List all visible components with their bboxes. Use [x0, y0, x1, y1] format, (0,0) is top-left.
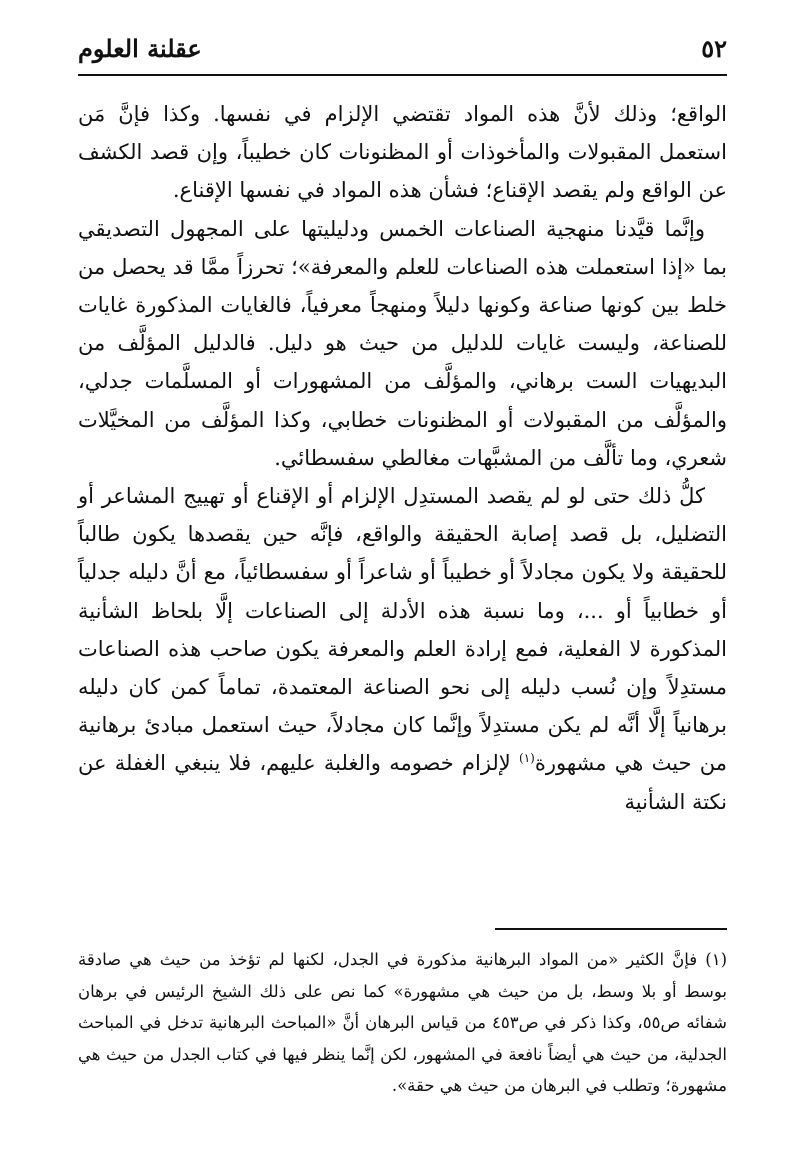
footnote-divider [495, 928, 727, 930]
page-header [78, 28, 727, 76]
footnote-reference: (١) [519, 751, 535, 766]
footnotes-section [78, 944, 727, 1102]
paragraph-2: وإنَّما قيَّدنا منهجية الصناعات الخمس ودليليتها على المجهول التصديقي بما «إذا استعملت هذه الصناعات للعلم والمعرفة»؛ تحرزاً ممَّا قد يحصل من خلط بين كونها صناعة وكونها دليلاً ومنهجاً معرفياً، فالغايات المذكورة غايات للصناعة، وليست غايات للدليل من حيث هو دليل. فالدليل المؤلَّف من البديهيات الست برهاني، والمؤلَّف من المشهورات أو المسلَّمات جدلي، والمؤلَّف من المقبولات أو المظنونات خطابي، وكذا المؤلَّف من المخيَّلات شعري، وما تألَّف من المشبَّهات مغالطي سفسطائي. [78, 216, 727, 470]
page-body [78, 95, 727, 821]
book-title: عقلنة العلوم [78, 33, 202, 63]
paragraph-3-tail: لإلزام خصومه والغلبة عليهم، فلا ينبغي الغفلة عن نكتة الشأنية [78, 751, 727, 814]
paragraph-3-text: كلُّ ذلك حتى لو لم يقصد المستدِل الإلزام أو الإقناع أو تهييج المشاعر أو التضليل، بل قصد إصابة الحقيقة والواقع، فإنَّه حين يقصدها يكون طالباً للحقيقة ولا يكون مجادلاً أو خطيباً أو شاعراً أو سفسطائياً، مع أنَّ دليله جدلياً أو خطابياً أو ...، وما نسبة هذه الأدلة إلى الصناعات إلَّا بلحاظ الشأنية المذكورة لا الفعلية، فمع إرادة العلم والمعرفة يكون صاحب هذه الصناعات مستدِلاً وإن نُسب دليله إلى نحو الصناعة المعتمدة، تماماً كمن كان دليله برهانياً إلَّا أنَّه لم يكن مستدِلاً وإنَّما كان مجادلاً، حيث استعمل مبادئ برهانية من حيث هي مشهورة [78, 484, 727, 776]
page-number: ٥٢ [701, 33, 727, 63]
footnote-1: (١) فإنَّ الكثير «من المواد البرهانية مذكورة في الجدل، لكنها لم تؤخذ من حيث هي صادقة بوسط أو بلا وسط، بل من حيث هي مشهورة» كما نص على ذلك الشيخ الرئيس في برهان شفائه ص٥٥، وكذا ذكر في ص٤٥٣ من قياس البرهان أنَّ «المباحث البرهانية تدخل في المباحث الجدلية، من حيث هي أيضاً نافعة في المشهور، لكن إنَّما ينظر فيها في كتاب الجدل من حيث هي مشهورة؛ وتطلب في البرهان من حيث هي حقة». [78, 950, 727, 1095]
paragraph-1: الواقع؛ وذلك لأنَّ هذه المواد تقتضي الإلزام في نفسها. وكذا فإنَّ مَن استعمل المقبولات والمأخوذات أو المظنونات كان خطيباً، وإن قصد الكشف عن الواقع ولم يقصد الإقناع؛ فشأن هذه المواد في نفسها الإقناع. [78, 102, 728, 203]
paragraph-3 [78, 477, 727, 821]
